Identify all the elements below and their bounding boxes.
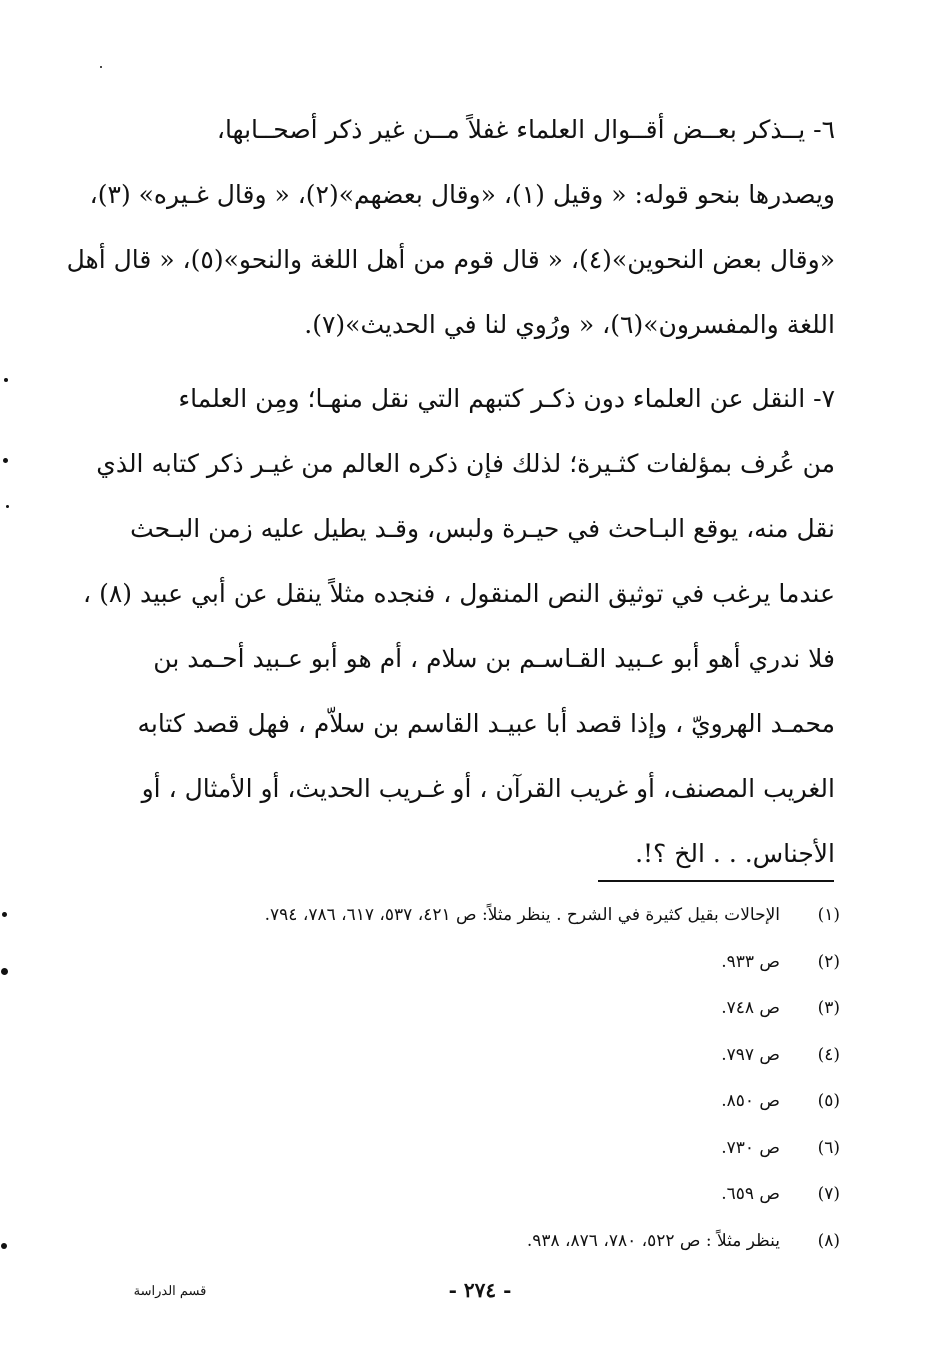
footnote-number: (١) bbox=[817, 905, 840, 925]
text-line: الأجناس. . . الخ ؟!. bbox=[635, 839, 835, 868]
footnote bbox=[120, 1221, 840, 1268]
footnote-number: (٨) bbox=[817, 1230, 840, 1251]
text-line: اللغة والمفسرون»(٦)، « ورُوي لنا في الحديث»(٧). bbox=[304, 310, 835, 339]
footnote-text: الإحالات بقيل كثيرة في الشرح . ينظر مثلاً: ص ٤٢١، ٥٣٧، ٦١٧، ٧٨٦، ٧٩٤. bbox=[264, 905, 780, 925]
scan-speck bbox=[3, 458, 8, 463]
footnote-text: ص ٧٩٧. bbox=[721, 1044, 780, 1065]
footnote-text: ينظر مثلاً : ص ٥٢٢، ٧٨٠، ٨٧٦، ٩٣٨. bbox=[526, 1230, 780, 1251]
footnote-text: ص ٧٣٠. bbox=[721, 1137, 780, 1158]
footnote-text: ص ٦٥٩. bbox=[721, 1184, 780, 1204]
footnote-number: (٦) bbox=[817, 1137, 840, 1158]
text-line: من عُرف بمؤلفات كثـيرة؛ لذلك فإن ذكره العالم من غيـر ذكر كتابه الذي bbox=[96, 449, 835, 478]
text-line: «وقال بعض النحوين»(٤)، « قال قوم من أهل اللغة والنحو»(٥)، « قال أهل bbox=[66, 245, 835, 274]
footnote-divider bbox=[598, 880, 834, 882]
footnote bbox=[120, 942, 840, 989]
footnote-number: (٧) bbox=[817, 1184, 840, 1204]
text-line: محمـد الهرويّ ، وإذا قصد أبا عبيـد القاسم بن سلاّم ، فهل قصد كتابه bbox=[137, 709, 835, 738]
footnote bbox=[120, 895, 840, 942]
scan-speck bbox=[6, 505, 9, 508]
paragraph-point-6 bbox=[66, 97, 835, 357]
footnote bbox=[120, 1035, 840, 1082]
scan-speck bbox=[4, 378, 8, 382]
page-number: - ٢٧٤ - bbox=[448, 1278, 512, 1302]
scan-speck bbox=[1, 1243, 7, 1249]
paragraph-point-7 bbox=[83, 366, 835, 886]
footnote bbox=[120, 988, 840, 1035]
footnote-number: (٢) bbox=[817, 951, 840, 972]
text-line: ٧- النقل عن العلماء دون ذكـر كتبهم التي نقل منهـا؛ ومِن العلماء bbox=[178, 384, 835, 413]
scan-speck bbox=[100, 66, 102, 68]
footnote-text: ص ٧٤٨. bbox=[721, 998, 780, 1018]
footnote-number: (٤) bbox=[817, 1044, 840, 1065]
text-line: نقل منه، يوقع البـاحث في حيـرة ولبس، وقـد يطيل عليه زمن البـحث bbox=[130, 514, 835, 543]
footnote-number: (٥) bbox=[817, 1091, 840, 1111]
footnotes bbox=[120, 895, 840, 1267]
text-line: ويصدرها بنحو قوله: « وقيل (١)، «وقال بعضهم»(٢)، « وقال غـيره» (٣)، bbox=[89, 180, 835, 209]
scan-speck bbox=[1, 968, 8, 975]
footnote-number: (٣) bbox=[817, 998, 840, 1018]
text-line: ٦- يــذكر بعــض أقــوال العلماء غفلاً مــن غير ذكر أصحــابها، bbox=[216, 115, 835, 144]
footnote bbox=[120, 1128, 840, 1175]
text-line: عندما يرغب في توثيق النص المنقول ، فنجده مثلاً ينقل عن أبي عبيد (٨) ، bbox=[83, 579, 835, 608]
text-line: الغريب المصنف، أو غريب القرآن ، أو غـريب الحديث، أو الأمثال ، أو bbox=[141, 774, 835, 803]
footnote bbox=[120, 1081, 840, 1128]
footnote-text: ص ٩٣٣. bbox=[721, 951, 780, 972]
text-line: فلا ندري أهو أبو عـبيد القـاسـم بن سلام ، أم هو أبو عـبيد أحـمد بن bbox=[153, 644, 835, 673]
footnote-text: ص ٨٥٠. bbox=[721, 1091, 780, 1111]
footnote bbox=[120, 1174, 840, 1221]
section-label: قسم الدراسة bbox=[133, 1284, 207, 1299]
scan-speck bbox=[2, 912, 7, 917]
